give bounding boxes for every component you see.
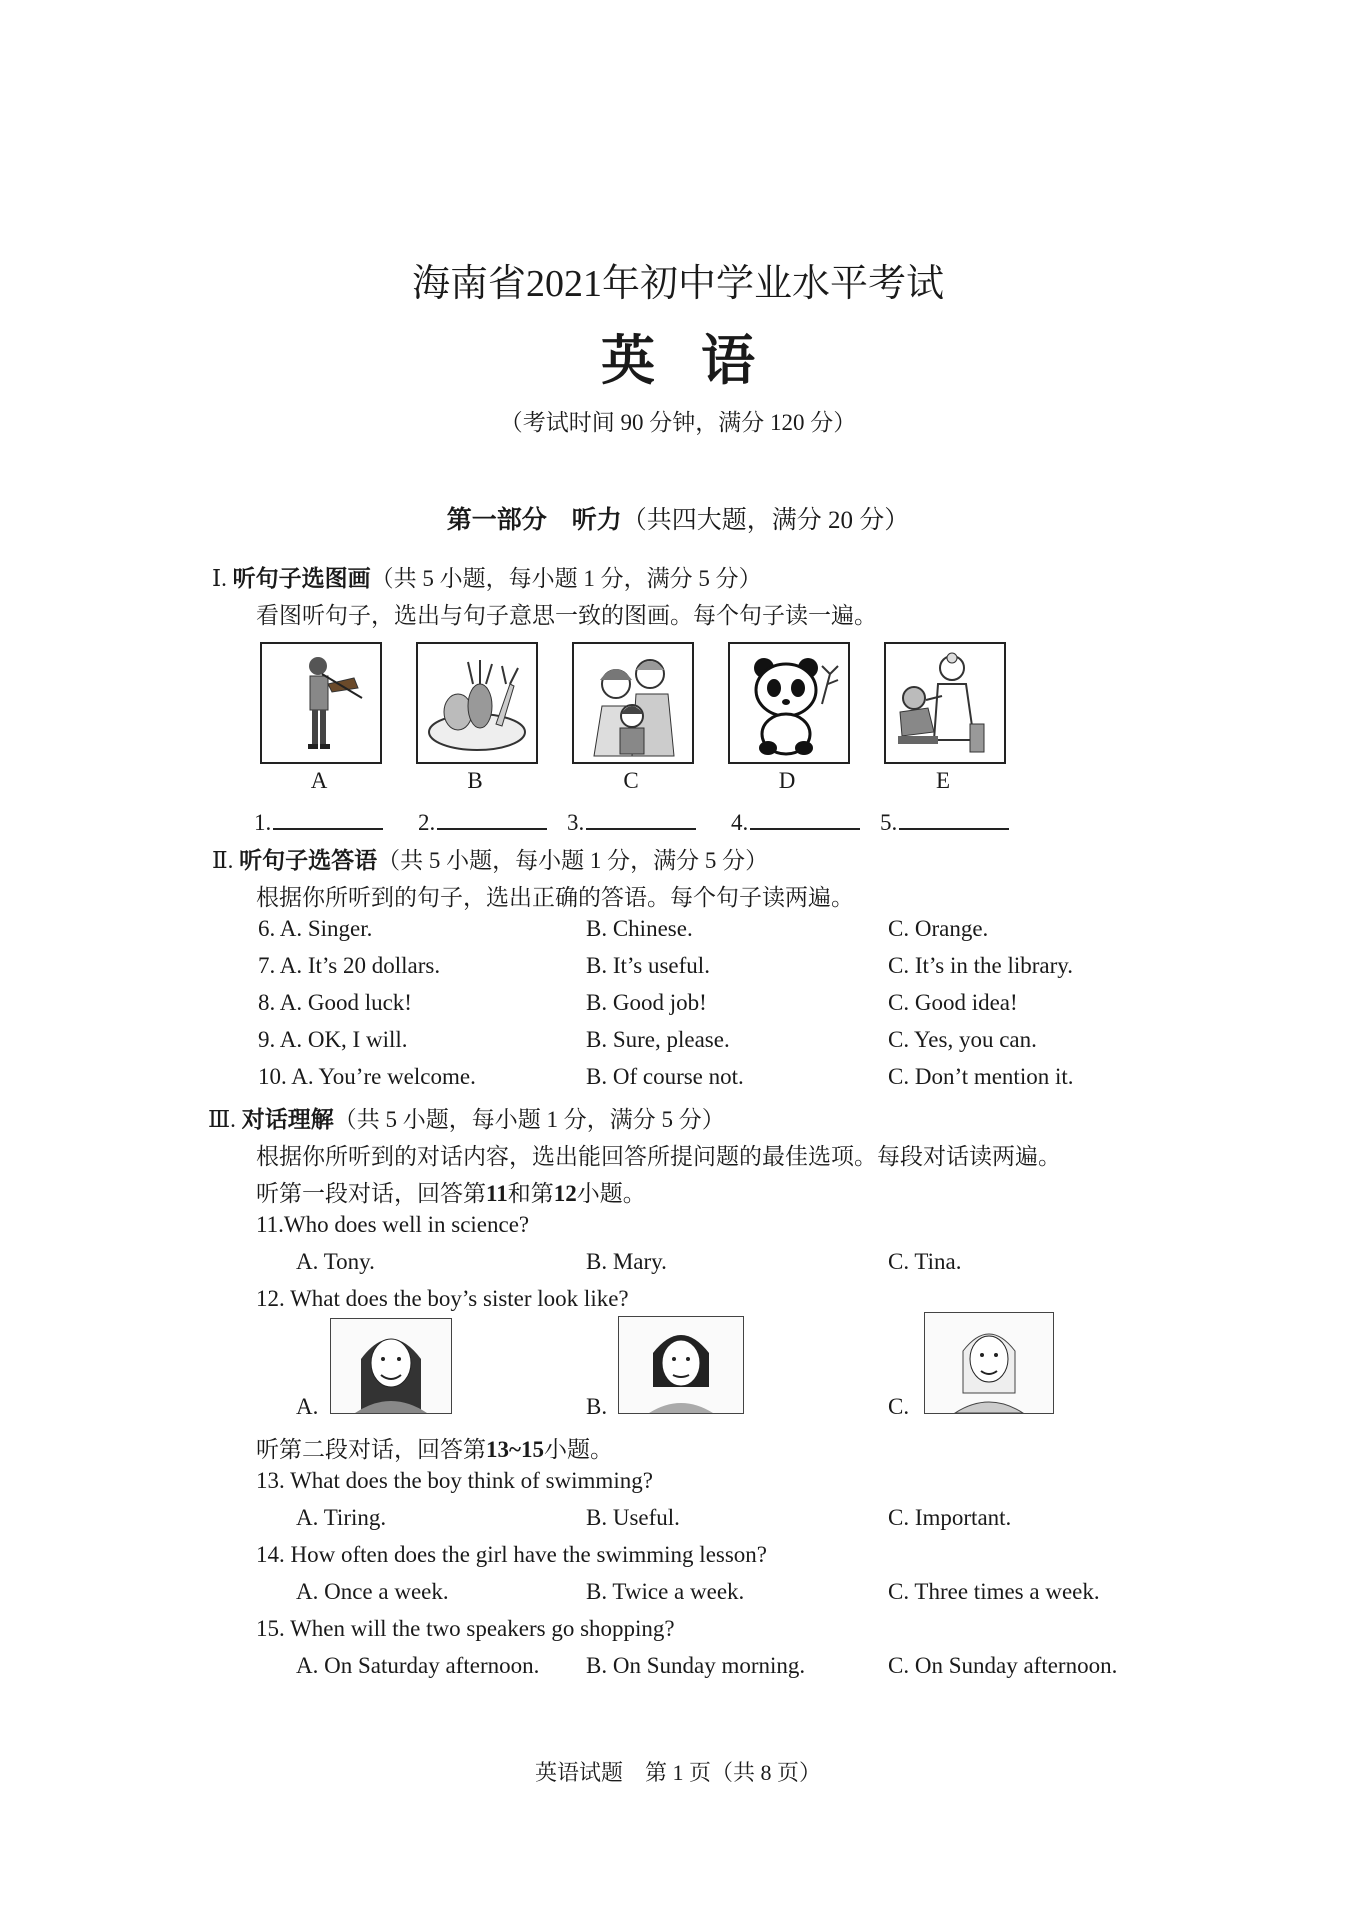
option-10a[interactable]: 10. A. You’re welcome. [258, 1064, 476, 1089]
blank-number: 5. [880, 810, 898, 835]
option-14a[interactable]: A. Once a week. [296, 1579, 449, 1604]
dentist-icon [884, 642, 1006, 764]
section-number: Ⅰ. [212, 566, 227, 591]
picture-label-c: C [623, 768, 639, 793]
answer-blank-2[interactable] [418, 808, 547, 836]
dialog-text: 听第一段对话，回答第 [256, 1181, 486, 1206]
part-heading [0, 500, 1356, 536]
dialog-text: 小题。 [543, 1437, 613, 1462]
question-number: 13~15 [486, 1437, 544, 1462]
blank-line[interactable] [750, 808, 860, 830]
dialog-text: 小题。 [576, 1181, 646, 1206]
section-score: （共 5 小题，每小题 1 分，满分 5 分） [370, 566, 762, 591]
option-8b[interactable]: B. Good job! [586, 990, 707, 1015]
option-10b[interactable]: B. Of course not. [586, 1064, 744, 1089]
page-footer: 英语试题 第 1 页（共 8 页） [534, 1760, 821, 1785]
blank-line[interactable] [586, 808, 696, 830]
answer-blank-5[interactable] [880, 808, 1009, 836]
section-score: （共 5 小题，每小题 1 分，满分 5 分） [377, 848, 769, 873]
option-6c[interactable]: C. Orange. [888, 916, 989, 941]
violinist-icon [260, 642, 382, 764]
exam-note: （考试时间 90 分钟，满分 120 分） [499, 410, 857, 435]
dialog-text: 和第 [507, 1181, 554, 1206]
answer-blank-1[interactable] [254, 808, 383, 836]
dialog-text: 听第二段对话，回答第 [256, 1437, 486, 1462]
option-12c[interactable]: C. [888, 1394, 910, 1419]
option-6b[interactable]: B. Chinese. [586, 916, 693, 941]
option-10c[interactable]: C. Don’t mention it. [888, 1064, 1074, 1089]
option-9b[interactable]: B. Sure, please. [586, 1027, 730, 1052]
section-number: Ⅱ. [212, 848, 234, 873]
blank-line[interactable] [273, 808, 383, 830]
option-7a[interactable]: 7. A. It’s 20 dollars. [258, 953, 441, 978]
section-instruction: 根据你所听到的对话内容，选出能回答所提问题的最佳选项。每段对话读两遍。 [256, 1144, 1061, 1169]
option-9c[interactable]: C. Yes, you can. [888, 1027, 1037, 1052]
question-12: 12. What does the boy’s sister look like? [256, 1286, 629, 1311]
option-12b[interactable]: B. [586, 1394, 608, 1419]
dialog-1-instruction [256, 1175, 646, 1208]
part-score: （共四大题，满分 20 分） [621, 507, 910, 534]
option-13b[interactable]: B. Useful. [586, 1505, 680, 1530]
option-14b[interactable]: B. Twice a week. [586, 1579, 745, 1604]
option-8c[interactable]: C. Good idea! [888, 990, 1018, 1015]
section-instruction: 看图听句子，选出与句子意思一致的图画。每个句子读一遍。 [256, 603, 877, 628]
section-number: Ⅲ. [208, 1107, 236, 1132]
question-number: 11 [486, 1181, 508, 1206]
blank-line[interactable] [437, 808, 547, 830]
option-8a[interactable]: 8. A. Good luck! [258, 990, 412, 1015]
option-11b[interactable]: B. Mary. [586, 1249, 667, 1274]
part-title: 第一部分 听力 [446, 507, 622, 534]
question-14: 14. How often does the girl have the swimming lesson? [256, 1542, 768, 1567]
blank-number: 1. [254, 810, 272, 835]
option-6a[interactable]: 6. A. Singer. [258, 916, 373, 941]
option-11a[interactable]: A. Tony. [296, 1249, 375, 1274]
option-15c[interactable]: C. On Sunday afternoon. [888, 1653, 1118, 1678]
girl-long-hair-icon[interactable] [330, 1318, 452, 1414]
section-instruction: 根据你所听到的句子，选出正确的答语。每个句子读两遍。 [256, 885, 854, 910]
option-7b[interactable]: B. It’s useful. [586, 953, 710, 978]
section-score: （共 5 小题，每小题 1 分，满分 5 分） [333, 1107, 725, 1132]
picture-label-a: A [310, 768, 328, 793]
picture-label-b: B [467, 768, 483, 793]
girl-short-hair-icon[interactable] [618, 1316, 744, 1414]
vegetable-basket-icon [416, 642, 538, 764]
option-13c[interactable]: C. Important. [888, 1505, 1012, 1530]
option-14c[interactable]: C. Three times a week. [888, 1579, 1100, 1604]
section-title: 听句子选答语 [239, 848, 378, 873]
question-15: 15. When will the two speakers go shopping? [256, 1616, 675, 1641]
blank-number: 3. [567, 810, 585, 835]
answer-blank-4[interactable] [731, 808, 860, 836]
section-3-heading [208, 1101, 725, 1134]
section-2-heading [212, 842, 768, 875]
exam-title: 海南省2021年初中学业水平考试 [411, 263, 944, 305]
question-number: 12 [553, 1181, 577, 1206]
subject-title: 英语 [601, 331, 801, 391]
section-title: 听句子选图画 [232, 566, 371, 591]
option-9a[interactable]: 9. A. OK, I will. [258, 1027, 408, 1052]
picture-label-d: D [778, 768, 796, 793]
panda-icon [728, 642, 850, 764]
section-1-heading [212, 560, 762, 593]
option-15b[interactable]: B. On Sunday morning. [586, 1653, 806, 1678]
blank-number: 2. [418, 810, 436, 835]
blank-line[interactable] [899, 808, 1009, 830]
option-7c[interactable]: C. It’s in the library. [888, 953, 1074, 978]
question-13: 13. What does the boy think of swimming? [256, 1468, 653, 1493]
picture-label-e: E [935, 768, 951, 793]
blank-number: 4. [731, 810, 749, 835]
section-title: 对话理解 [241, 1107, 334, 1132]
girl-blonde-hair-icon[interactable] [924, 1312, 1054, 1414]
option-15a[interactable]: A. On Saturday afternoon. [296, 1653, 540, 1678]
answer-blank-3[interactable] [567, 808, 696, 836]
dialog-2-instruction [256, 1431, 613, 1464]
option-13a[interactable]: A. Tiring. [296, 1505, 387, 1530]
option-12a[interactable]: A. [296, 1394, 319, 1419]
family-icon [572, 642, 694, 764]
question-11: 11.Who does well in science? [256, 1212, 530, 1237]
option-11c[interactable]: C. Tina. [888, 1249, 962, 1274]
